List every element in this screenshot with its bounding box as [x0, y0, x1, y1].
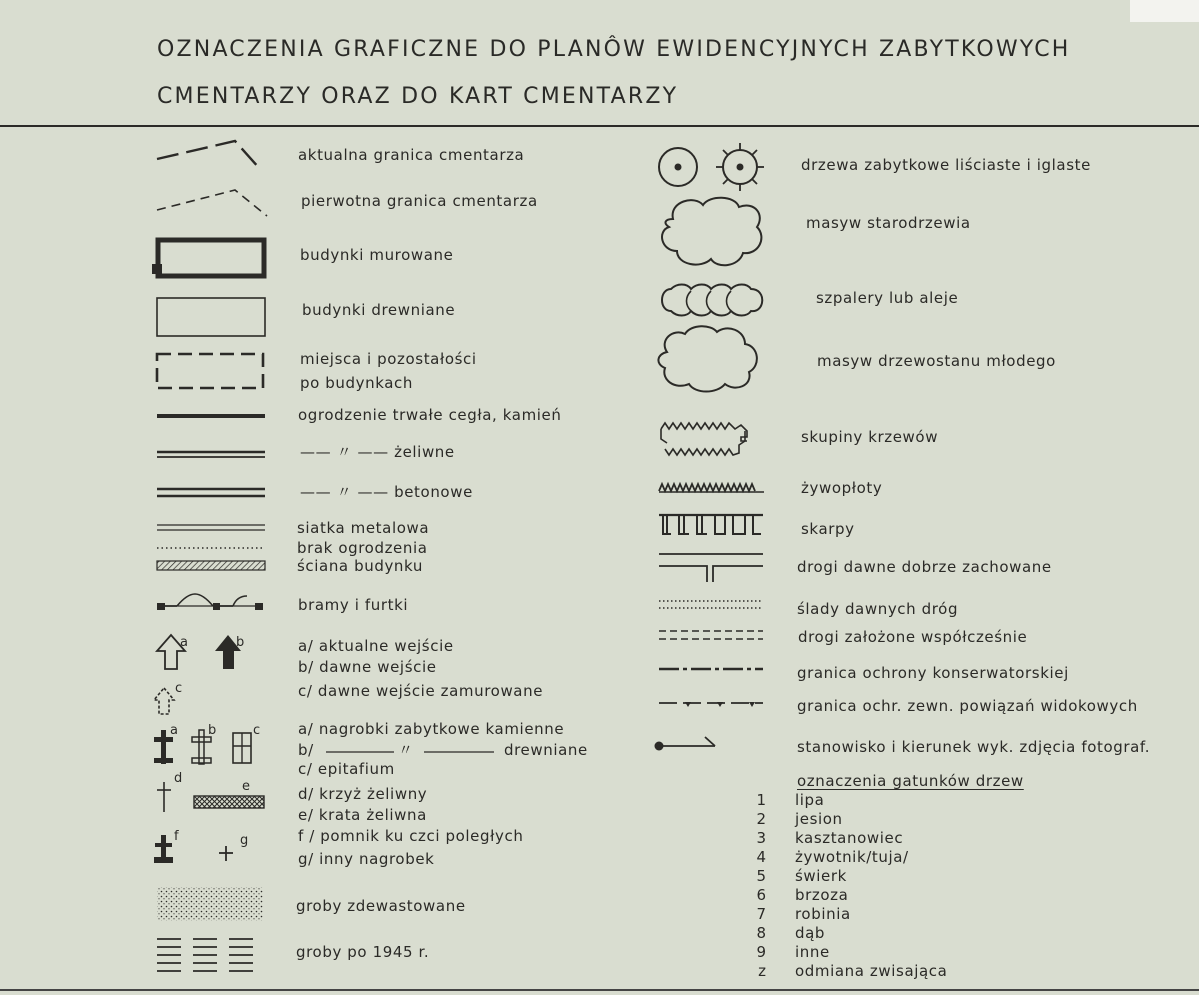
destroyed-graves-symbol [155, 885, 267, 925]
entrance-letter-b: b [236, 635, 245, 650]
original-border-symbol [155, 186, 270, 220]
alleys-label: szpalery lub aleje [816, 289, 959, 307]
metal-mesh-symbol [155, 522, 270, 534]
shrubs-label: skupiny krzewów [801, 428, 939, 446]
tomb-letter-a: a [170, 723, 179, 738]
visual-border-label: granica ochr. zewn. powiązań widokowych [797, 697, 1138, 715]
species-code: 4 [756, 848, 766, 866]
building-remains-label-1: miejsca i pozostałości [300, 350, 477, 368]
brick-building-symbol [150, 236, 270, 281]
species-name: odmiana zwisająca [795, 962, 948, 980]
old-roads-preserved-symbol [657, 550, 767, 586]
permanent-fence-symbol [155, 410, 270, 422]
entrance-letter-c: c [175, 681, 183, 696]
epitaph-label: c/ epitafium [298, 760, 395, 778]
building-remains-label-2: po budynkach [300, 374, 413, 392]
wooden-buildings-label: budynki drewniane [302, 301, 456, 319]
species-code: 1 [756, 791, 766, 809]
species-code: 5 [756, 867, 766, 885]
species-code: 6 [756, 886, 766, 904]
shrubs-icon [657, 415, 757, 471]
old-road-traces-label: ślady dawnych dróg [797, 600, 959, 618]
building-wall-symbol [155, 559, 270, 573]
photo-station-icon [653, 733, 723, 755]
current-entrance-label: a/ aktualne wejście [298, 637, 454, 655]
species-name: świerk [795, 867, 847, 885]
original-border-label: pierwotna granica cmentarza [301, 192, 538, 210]
memorial-label: f / pomnik ku czci poległych [298, 827, 524, 845]
escarpments-label: skarpy [801, 520, 855, 538]
memorial-icon [153, 833, 175, 865]
tomb-letter-e: e [242, 779, 251, 794]
gates-label: bramy i furtki [298, 596, 409, 614]
species-code: 2 [756, 810, 766, 828]
metal-mesh-label: siatka metalowa [297, 519, 430, 537]
bottom-border [0, 989, 1199, 991]
wooden-tomb-ditto: 〃 [398, 741, 414, 759]
species-name: jesion [795, 810, 843, 828]
iron-cross-icon [155, 780, 175, 814]
wooden-tomb-prefix: b/ [298, 741, 314, 759]
historic-trees-label: drzewa zabytkowe liściaste i iglaste [801, 156, 1091, 174]
species-name: lipa [795, 791, 825, 809]
building-wall-label: ściana budynku [297, 557, 423, 575]
visual-border-symbol [657, 698, 767, 712]
species-code: 9 [756, 943, 766, 961]
conservation-border-label: granica ochrony konserwatorskiej [797, 664, 1069, 682]
species-code: 8 [756, 924, 766, 942]
species-legend-title: oznaczenia gatunków drzew [797, 772, 1024, 790]
epitaph-icon [231, 731, 255, 765]
wooden-building-symbol [155, 296, 270, 340]
entrance-letter-a: a [180, 635, 189, 650]
destroyed-graves-label: groby zdewastowane [296, 897, 466, 915]
tomb-letter-d: d [174, 771, 183, 786]
species-name: inne [795, 943, 830, 961]
hedges-label: żywopłoty [801, 479, 883, 497]
species-name: robinia [795, 905, 851, 923]
stone-tomb-label: a/ nagrobki zabytkowe kamienne [298, 720, 565, 738]
actual-border-symbol [155, 135, 270, 175]
no-fence-symbol [155, 544, 270, 552]
old-road-traces-symbol [657, 598, 767, 612]
wooden-tomb-label: drewniane [504, 741, 588, 759]
graves-after-1945-symbol [155, 935, 261, 975]
concrete-fence-label: —— 〃 —— betonowe [300, 483, 473, 501]
old-entrance-label: b/ dawne wejście [298, 658, 437, 676]
page-title-line-1: OZNACZENIA GRAFICZNE DO PLANÔW EWIDENCYJNYCH ZABYTKOWYCH [157, 37, 1071, 62]
young-stand-icon [655, 322, 765, 397]
concrete-fence-symbol [155, 486, 270, 500]
conservation-border-symbol [657, 664, 767, 674]
iron-cross-label: d/ krzyż żeliwny [298, 785, 428, 803]
species-code: 7 [756, 905, 766, 923]
building-remains-symbol [155, 348, 270, 393]
species-code: z [758, 962, 766, 980]
gates-symbol [155, 590, 270, 616]
historic-trees-icon [655, 137, 775, 197]
walled-entrance-label: c/ dawne wejście zamurowane [298, 682, 544, 700]
old-trees-mass-label: masyw starodrzewia [806, 214, 971, 232]
tomb-letter-f: f [174, 829, 180, 844]
graves-after-1945-label: groby po 1945 r. [296, 943, 430, 961]
cast-iron-fence-symbol [155, 448, 270, 462]
brick-buildings-label: budynki murowane [300, 246, 454, 264]
species-name: brzoza [795, 886, 849, 904]
species-code: 3 [756, 829, 766, 847]
alleys-icon [657, 283, 769, 319]
cast-iron-fence-label: —— 〃 —— żeliwne [300, 443, 455, 461]
species-name: dąb [795, 924, 826, 942]
other-tomb-label: g/ inny nagrobek [298, 850, 435, 868]
no-fence-label: brak ogrodzenia [297, 539, 428, 557]
torn-paper-edge [1130, 0, 1199, 22]
tomb-letter-g: g [240, 833, 249, 848]
species-name: kasztanowiec [795, 829, 904, 847]
young-stand-label: masyw drzewostanu młodego [817, 352, 1056, 370]
other-tomb-icon [218, 845, 236, 863]
old-roads-preserved-label: drogi dawne dobrze zachowane [797, 558, 1052, 576]
actual-border-label: aktualna granica cmentarza [298, 146, 525, 164]
iron-grille-icon [192, 794, 266, 812]
page-title-line-2: CMENTARZY ORAZ DO KART CMENTARZY [157, 84, 679, 109]
old-trees-mass-icon [655, 193, 770, 273]
tomb-letter-b: b [208, 723, 217, 738]
modern-roads-label: drogi założone współcześnie [798, 628, 1028, 646]
escarpments-icon [657, 512, 767, 538]
hedges-icon [657, 481, 767, 495]
iron-grille-label: e/ krata żeliwna [298, 806, 427, 824]
header-divider [0, 125, 1199, 127]
modern-roads-symbol [657, 628, 767, 644]
permanent-fence-label: ogrodzenie trwałe cegła, kamień [298, 406, 562, 424]
photo-station-label: stanowisko i kierunek wyk. zdjęcia fotograf. [797, 738, 1151, 756]
species-name: żywotnik/tuja/ [795, 848, 909, 866]
tomb-letter-c: c [253, 723, 261, 738]
